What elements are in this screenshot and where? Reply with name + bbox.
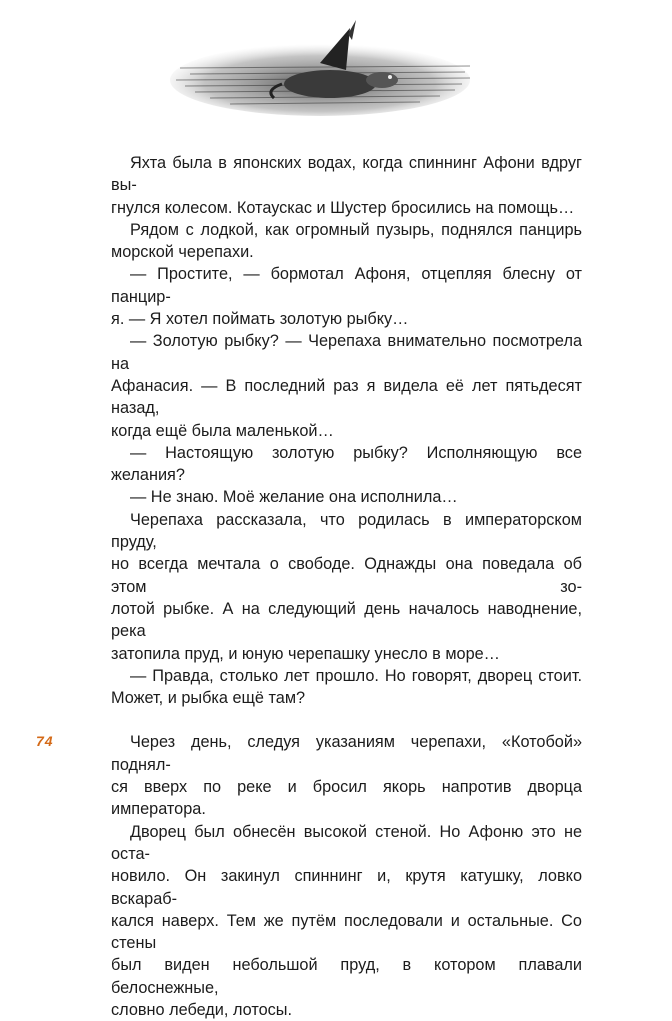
page-number: 74 <box>36 733 54 749</box>
turtle-sketch-icon <box>170 8 480 120</box>
paragraph: — Простите, — бормотал Афоня, отцепляя блесну от панцир- я. — Я хотел поймать золотую рыбку… <box>111 265 582 329</box>
body-text <box>111 152 582 1021</box>
paragraph: Черепаха рассказала, что родилась в императорском пруду, но всегда мечтала о свободе. Однажды она поведала об этом зо- лотой рыбке. А на следующий день началось наводнение, река затопила пруд, и юную черепашку унесло в море… <box>111 510 582 663</box>
section-2 <box>111 731 582 1021</box>
paragraph: — Не знаю. Моё желание она исполнила… <box>130 488 458 507</box>
section-divider <box>111 709 582 731</box>
paragraph: Дворец был обнесён высокой стеной. Но Афоню это не оста- новило. Он закинул спиннинг и, крутя катушку, ловко вскараб- кался наверх. Тем же путём последовали и остальные. Со стены был виден небольшой пруд, в котором плавали белоснежные, словно лебеди, лотосы. <box>111 822 582 1019</box>
paragraph: Рядом с лодкой, как огромный пузырь, поднялся панцирь морской черепахи. <box>111 220 582 262</box>
paragraph: Через день, следуя указаниям черепахи, «Котобой» поднял- ся вверх по реке и бросил якорь напротив дворца императора. <box>111 733 582 819</box>
paragraph: — Золотую рыбку? — Черепаха внимательно посмотрела на Афанасия. — В последний раз я видела её лет пятьдесят назад, когда ещё была маленькой… <box>111 332 582 440</box>
paragraph: Яхта была в японских водах, когда спиннинг Афони вдруг вы- гнулся колесом. Котаускас и Шустер бросились на помощь… <box>111 154 582 217</box>
turtle-illustration <box>170 8 480 120</box>
paragraph: — Правда, столько лет прошло. Но говорят, дворец стоит. Может, и рыбка ещё там? <box>111 666 582 708</box>
paragraph: — Настоящую золотую рыбку? Исполняющую все желания? <box>111 443 582 485</box>
section-1 <box>111 152 582 709</box>
